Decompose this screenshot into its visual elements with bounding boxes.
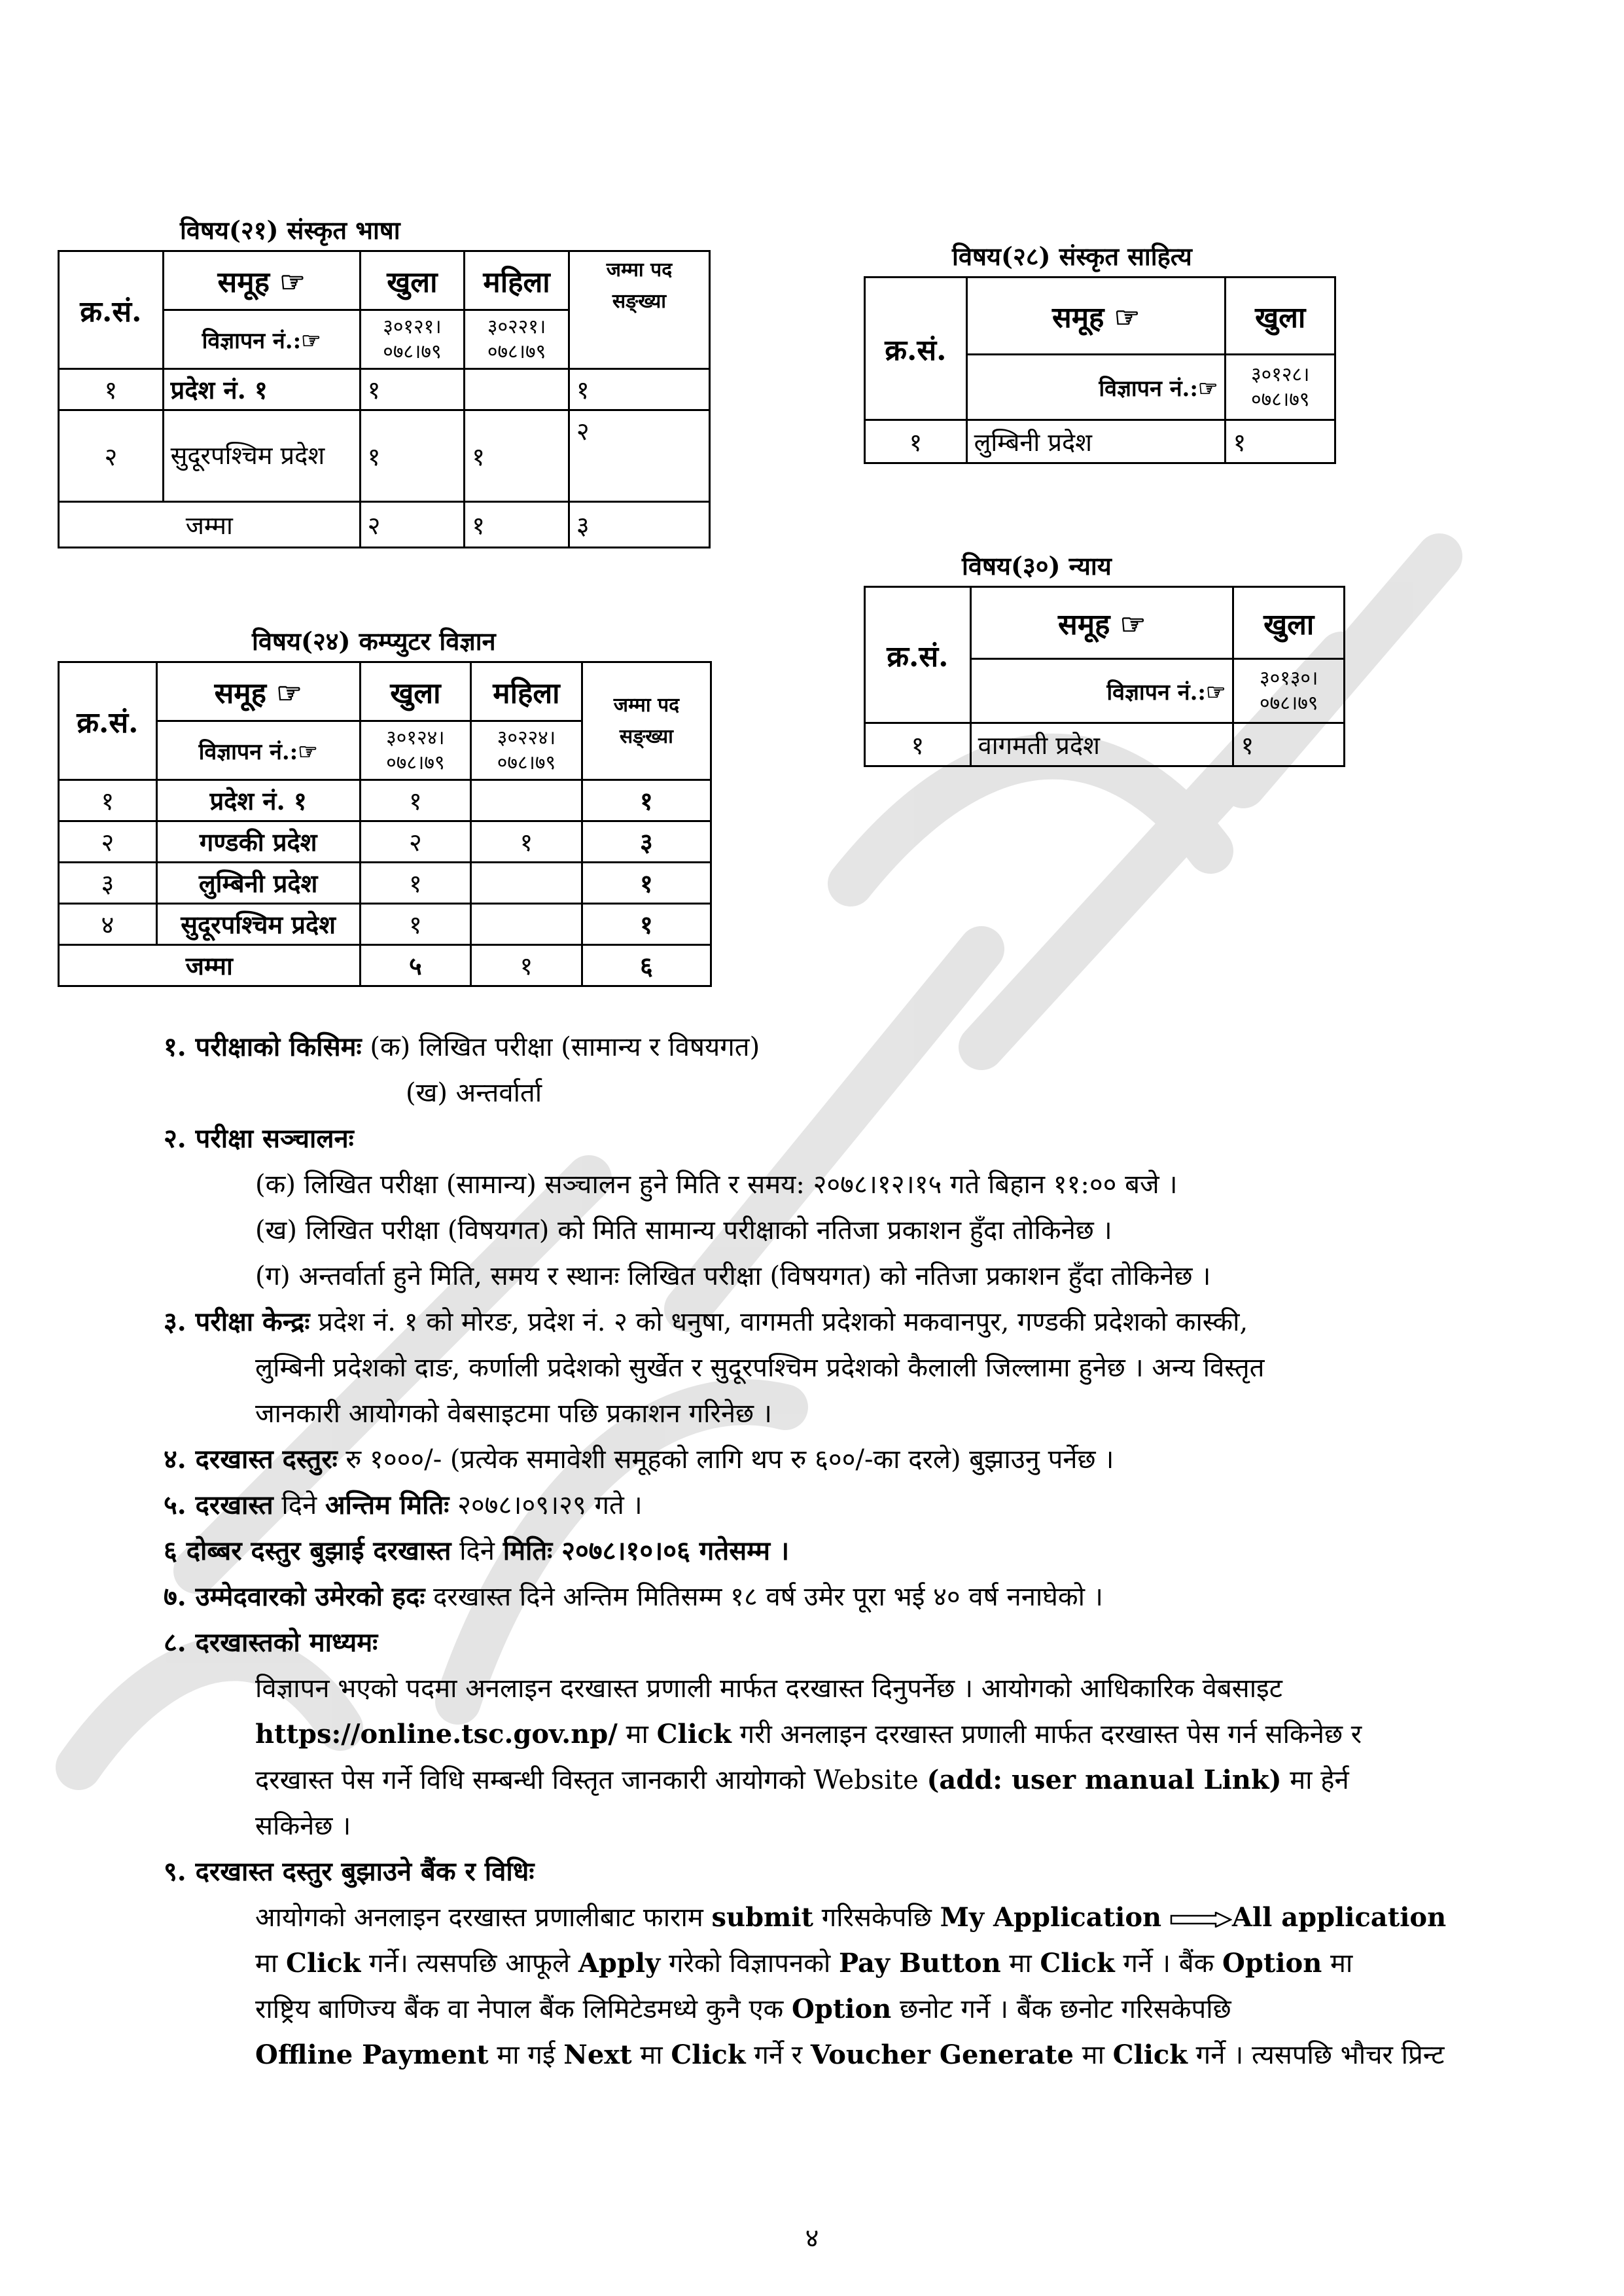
advert-no-open: ३०१२८। ०७८।७९ <box>1226 355 1335 420</box>
row-total: १ <box>582 904 711 945</box>
total-open: २ <box>360 502 465 548</box>
total-posts: ३ <box>569 502 709 548</box>
row-total: १ <box>582 780 711 821</box>
subject-30-title: विषय(३०) न्याय <box>962 551 1112 581</box>
text-pay-button: Pay Button <box>839 1948 1001 1979</box>
group-header: समूह ☞ <box>966 278 1226 355</box>
section-2-item-b: (ख) लिखित परीक्षा (विषयगत) को मिति सामान्य परीक्षाको नतिजा प्रकाशन हुँदा तोकिनेछ । <box>255 1215 1112 1246</box>
advert-no-label: विज्ञापन नं.:☞ <box>163 310 360 369</box>
subject-28-title: विषय(२८) संस्कृत साहित्य <box>952 242 1192 271</box>
open-header: खुला <box>360 662 471 721</box>
row-women: १ <box>471 821 582 863</box>
text: मा <box>626 1719 648 1749</box>
text-option: Option <box>1222 1948 1322 1979</box>
row-group: वागमती प्रदेश <box>970 723 1233 766</box>
text: दरखास्त पेस गर्ने विधि सम्बन्धी विस्तृत जानकारी आयोगको Website <box>255 1765 919 1795</box>
advert-no-label: विज्ञापन नं.:☞ <box>966 355 1226 420</box>
women-header: महिला <box>471 662 582 721</box>
text: गर्ने । बैंक <box>1123 1948 1214 1979</box>
table-total-row <box>59 945 711 986</box>
section-9-line-3 <box>164 1986 1472 2032</box>
row-group: लुम्बिनी प्रदेश <box>156 863 360 904</box>
table-row <box>865 420 1335 463</box>
table-row <box>865 723 1345 766</box>
sn-header: क्र.सं. <box>59 251 164 369</box>
section-5 <box>164 1482 1472 1528</box>
text-click: Click <box>1040 1948 1115 1979</box>
section-3-line-1: प्रदेश नं. १ को मोरङ, प्रदेश नं. २ को धनुषा, वागमती प्रदेशको मकवानपुर, गण्डकी प्रदेशको कास्की, <box>318 1307 1248 1337</box>
total-label: जम्मा <box>59 945 361 986</box>
row-sn: ४ <box>59 904 157 945</box>
row-total: ३ <box>582 821 711 863</box>
advert-no-label: विज्ञापन नं.:☞ <box>970 659 1233 723</box>
text: आयोगको अनलाइन दरखास्त प्रणालीबाट फाराम <box>255 1903 703 1933</box>
text-voucher-generate: Voucher Generate <box>810 2039 1074 2070</box>
text: मा गई <box>497 2040 556 2070</box>
subject-28-table <box>864 276 1336 464</box>
arrow-right-icon <box>1170 1912 1232 1928</box>
row-sn: ३ <box>59 863 157 904</box>
table-row <box>59 410 710 502</box>
text: मा हेर्न <box>1290 1765 1349 1795</box>
section-2-heading: २. परीक्षा सञ्चालनः <box>164 1123 354 1154</box>
text: मा <box>640 2040 663 2070</box>
text: गर्ने र <box>754 2040 803 2070</box>
row-women: १ <box>465 410 569 502</box>
section-1-heading: १. परीक्षाको किसिमः <box>164 1031 362 1062</box>
sn-header: क्र.सं. <box>865 278 967 420</box>
section-5-deadline-label: अन्तिम मितिः <box>325 1490 450 1520</box>
sn-header: क्र.सं. <box>59 662 157 780</box>
text: छनोट गर्ने । बैंक छनोट गरिसकेपछि <box>899 1994 1231 2024</box>
table-row <box>59 863 711 904</box>
table-row <box>59 780 711 821</box>
text: मा <box>255 1948 278 1979</box>
section-3-line-2: लुम्बिनी प्रदेशको दाङ, कर्णाली प्रदेशको सुर्खेत र सुदूरपश्चिम प्रदेशको कैलाली जिल्लामा हुनेछ । अन्य विस्तृत <box>255 1353 1265 1383</box>
text-all-application: All application <box>1231 1902 1447 1933</box>
subject-30-table <box>864 586 1345 767</box>
text-click: Click <box>286 1948 361 1979</box>
total-posts: ६ <box>582 945 711 986</box>
text-next: Next <box>563 2039 632 2070</box>
page-number: ४ <box>805 2223 819 2253</box>
row-group: लुम्बिनी प्रदेश <box>966 420 1226 463</box>
row-women <box>471 780 582 821</box>
row-group: सुदूरपश्चिम प्रदेश <box>156 904 360 945</box>
text-click: Click <box>671 2039 746 2070</box>
advert-no-open: ३०१२४। ०७८।७९ <box>360 721 471 780</box>
section-8-line-2 <box>164 1712 1472 1757</box>
section-1-item-b: (ख) अन्तर्वार्ता <box>406 1078 542 1108</box>
row-open: १ <box>360 369 465 410</box>
row-sn: १ <box>865 420 967 463</box>
table-row <box>59 904 711 945</box>
text-submit: submit <box>711 1902 814 1933</box>
row-women <box>471 863 582 904</box>
table-total-row <box>59 502 710 548</box>
text: गरिसकेपछि <box>821 1903 932 1933</box>
sn-header: क्र.सं. <box>865 587 971 723</box>
section-5-heading: ५. दरखास्त <box>164 1490 274 1520</box>
section-9-line-2 <box>164 1941 1472 1986</box>
total-open: ५ <box>360 945 471 986</box>
total-label: जम्मा <box>59 502 361 548</box>
section-3-heading: ३. परीक्षा केन्द्रः <box>164 1306 310 1337</box>
row-sn: १ <box>865 723 971 766</box>
row-group: गण्डकी प्रदेश <box>156 821 360 863</box>
row-total: १ <box>569 369 709 410</box>
section-4 <box>164 1437 1472 1482</box>
table-row <box>59 821 711 863</box>
section-4-heading: ४. दरखास्त दस्तुरः <box>164 1444 338 1475</box>
advert-no-open: ३०१३०। ०७८।७९ <box>1233 659 1345 723</box>
section-8-line-4: सकिनेछ । <box>255 1811 351 1841</box>
section-3-line-3: जानकारी आयोगको वेबसाइटमा पछि प्रकाशन गरिनेछ । <box>255 1399 772 1429</box>
row-open: १ <box>360 904 471 945</box>
advert-no-women: ३०२२४। ०७८।७९ <box>471 721 582 780</box>
advert-no-label: विज्ञापन नं.:☞ <box>156 721 360 780</box>
row-open: १ <box>1226 420 1335 463</box>
open-header: खुला <box>360 251 465 310</box>
text-click: Click <box>656 1719 732 1749</box>
section-5-mid: दिने <box>281 1490 317 1520</box>
subject-24-table <box>58 661 712 987</box>
section-4-text: रु १०००/- (प्रत्येक समावेशी समूहको लागि थप रु ६००/-का दरले) बुझाउनु पर्नेछ । <box>345 1444 1114 1475</box>
text-click: Click <box>1112 2039 1188 2070</box>
text: मा <box>1330 1948 1353 1979</box>
section-8-line-3 <box>164 1757 1472 1803</box>
total-women: १ <box>471 945 582 986</box>
row-open: १ <box>360 863 471 904</box>
text: गरेको विज्ञापनको <box>669 1948 831 1979</box>
section-6 <box>164 1528 1472 1574</box>
section-1-item-a: (क) लिखित परीक्षा (सामान्य र विषयगत) <box>370 1032 760 1062</box>
row-group: प्रदेश नं. १ <box>156 780 360 821</box>
text: मा <box>1009 1948 1032 1979</box>
section-2-item-a: (क) लिखित परीक्षा (सामान्य) सञ्चालन हुने मिति र समय: २०७८।१२।१५ गते बिहान ११:०० बजे । <box>255 1170 1178 1200</box>
section-9-line-4 <box>164 2032 1472 2078</box>
section-6-date: मितिः २०७८।१०।०६ गतेसम्म । <box>503 1535 790 1566</box>
group-header: समूह ☞ <box>156 662 360 721</box>
total-women: १ <box>465 502 569 548</box>
text: मा <box>1082 2040 1104 2070</box>
text: गर्ने । त्यसपछि भौचर प्रिन्ट <box>1195 2040 1445 2070</box>
text: राष्ट्रिय बाणिज्य बैंक वा नेपाल बैंक लिमिटेडमध्ये कुनै एक <box>255 1994 784 2024</box>
subject-24-title: विषय(२४) कम्प्युटर विज्ञान <box>252 626 496 656</box>
section-5-date: २०७८।०९।२९ गते । <box>457 1490 643 1520</box>
text-apply: Apply <box>578 1948 661 1979</box>
section-6-heading: ६ दोब्बर दस्तुर बुझाई दरखास्त <box>164 1535 451 1566</box>
advert-no-women: ३०२२१। ०७८।७९ <box>465 310 569 369</box>
women-header: महिला <box>465 251 569 310</box>
row-open: १ <box>1233 723 1345 766</box>
text: गर्ने। त्यसपछि आफूले <box>369 1948 571 1979</box>
section-9-line-1 <box>164 1895 1472 1941</box>
text-my-application: My Application <box>940 1902 1162 1933</box>
section-8-line-1: विज्ञापन भएको पदमा अनलाइन दरखास्त प्रणाली मार्फत दरखास्त दिनुपर्नेछ । आयोगको आधिकारिक वेबसाइट <box>255 1674 1282 1704</box>
table-row <box>59 369 710 410</box>
group-header: समूह ☞ <box>970 587 1233 659</box>
open-header: खुला <box>1226 278 1335 355</box>
text-offline-payment: Offline Payment <box>255 2039 489 2070</box>
section-9-heading: ९. दरखास्त दस्तुर बुझाउने बैंक र विधिः <box>164 1856 535 1887</box>
advert-no-open: ३०१२१। ०७८।७९ <box>360 310 465 369</box>
total-posts-header: जम्मा पद सङ्ख्या <box>569 251 709 369</box>
section-3 <box>164 1299 1472 1345</box>
row-sn: १ <box>59 780 157 821</box>
section-1 <box>164 1024 1472 1070</box>
website-link[interactable]: https://online.tsc.gov.np/ <box>255 1719 618 1749</box>
section-7-text: दरखास्त दिने अन्तिम मितिसम्म १८ वर्ष उमेर पूरा भई ४० वर्ष ननाघेको । <box>433 1582 1103 1612</box>
row-sn: १ <box>59 369 164 410</box>
row-open: १ <box>360 410 465 502</box>
section-7 <box>164 1574 1472 1620</box>
open-header: खुला <box>1233 587 1345 659</box>
section-7-heading: ७. उम्मेदवारको उमेरको हदः <box>164 1581 425 1612</box>
section-2-item-c: (ग) अन्तर्वार्ता हुने मिति, समय र स्थानः लिखित परीक्षा (विषयगत) को नतिजा प्रकाशन हुँदा तोकिनेछ । <box>255 1261 1211 1291</box>
row-sn: २ <box>59 821 157 863</box>
section-6-mid: दिने <box>459 1536 495 1566</box>
row-group: सुदूरपश्चिम प्रदेश <box>163 410 360 502</box>
group-header: समूह ☞ <box>163 251 360 310</box>
subject-21-table <box>58 250 711 548</box>
total-posts-header: जम्मा पद सङ्ख्या <box>582 662 711 780</box>
row-total: १ <box>582 863 711 904</box>
row-sn: २ <box>59 410 164 502</box>
row-open: १ <box>360 780 471 821</box>
row-total: २ <box>569 410 709 502</box>
row-group: प्रदेश नं. १ <box>163 369 360 410</box>
user-manual-link[interactable]: (add: user manual Link) <box>927 1765 1282 1795</box>
row-women <box>471 904 582 945</box>
notice-body <box>164 1024 1472 2078</box>
row-open: २ <box>360 821 471 863</box>
text: गरी अनलाइन दरखास्त प्रणाली मार्फत दरखास्त पेस गर्न सकिनेछ र <box>739 1719 1362 1749</box>
text-option: Option <box>792 1994 892 2024</box>
subject-21-title: विषय(२१) संस्कृत भाषा <box>180 215 400 245</box>
section-8-heading: ८. दरखास्तको माध्यमः <box>164 1627 378 1658</box>
row-women <box>465 369 569 410</box>
